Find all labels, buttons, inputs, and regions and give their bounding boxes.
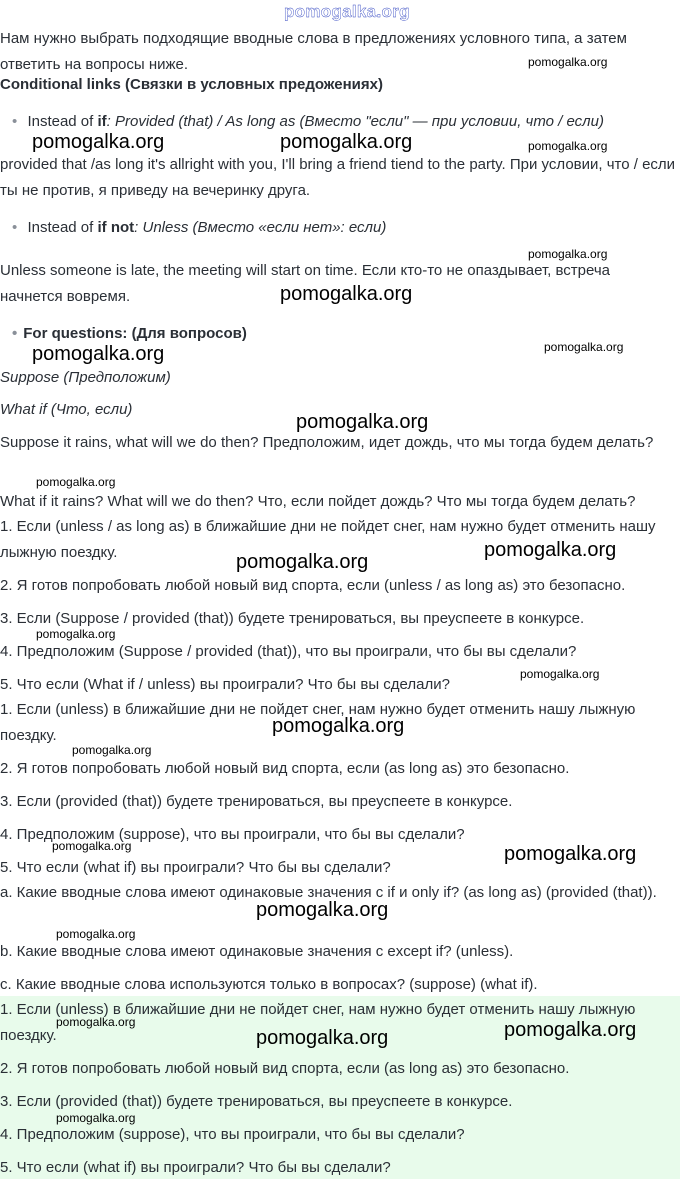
task-line: 3. Если (Suppose / provided (that)) будете тренироваться, вы преуспеете в конкурсе. <box>0 610 585 627</box>
watermark: pomogalka.org <box>32 131 165 153</box>
watermark: pomogalka.org <box>280 131 413 153</box>
watermark: pomogalka.org <box>52 839 132 853</box>
example-what-if: What if it rains? What will we do then? Что, если пойдет дождь? Что мы тогда будем делать? <box>0 493 636 510</box>
watermark: pomogalka.org <box>272 715 405 737</box>
watermark: pomogalka.org <box>236 551 369 573</box>
watermark: pomogalka.org <box>528 139 608 153</box>
site-logo: pomogalka.org <box>284 2 410 21</box>
watermark: pomogalka.org <box>528 55 608 69</box>
watermark: pomogalka.org <box>72 743 152 757</box>
task-line: 1. Если (unless / as long as) в ближайшие дни не пойдет снег, нам нужно будет отменить нашу лыжную поездку. <box>0 518 656 561</box>
question-line: a. Какие вводные слова имеют одинаковые значения с if и only if? (as long as) (provided (that)). <box>0 884 657 901</box>
rule-prefix: Instead of <box>27 219 98 236</box>
rule-prefix: Instead of <box>27 113 98 130</box>
example-suppose: Suppose it rains, what will we do then? Предположим, идет дождь, что мы тогда будем делать? <box>0 434 654 451</box>
watermark: pomogalka.org <box>484 539 617 561</box>
rule-what-if: What if (Что, если) <box>0 401 133 418</box>
answer-line: 5. Что если (what if) вы проиграли? Что бы вы сделали? <box>0 859 391 876</box>
answer-line: 3. Если (provided (that)) будете тренироваться, вы преуспеете в конкурсе. <box>0 793 513 810</box>
section-heading: Conditional links (Связки в условных предожениях) <box>0 76 383 93</box>
watermark: pomogalka.org <box>56 1111 136 1125</box>
answer-line: 4. Предположим (suppose), что вы проиграли, что бы вы сделали? <box>0 826 465 843</box>
watermark: pomogalka.org <box>504 843 637 865</box>
watermark: pomogalka.org <box>36 627 116 641</box>
watermark: pomogalka.org <box>32 343 165 365</box>
rule-text: : Provided (that) / As long as (Вместо "если" — при условии, что / если) <box>106 113 604 130</box>
example-unless: Unless someone is late, the meeting will start on time. Если кто-то не опаздывает, встреча начнется вовремя. <box>0 262 610 305</box>
final-answer-line: 3. Если (provided (that)) будете тренироваться, вы преуспеете в конкурсе. <box>0 1093 513 1110</box>
answer-line: 1. Если (unless) в ближайшие дни не пойдет снег, нам нужно будет отменить нашу лыжную поездку. <box>0 701 636 744</box>
intro-text: Нам нужно выбрать подходящие вводные слова в предложениях условного типа, а затем ответить на вопросы ниже. <box>0 30 627 73</box>
watermark: pomogalka.org <box>56 927 136 941</box>
watermark: pomogalka.org <box>56 1015 136 1029</box>
final-answer-line: 2. Я готов попробовать любой новый вид спорта, если (as long as) это безопасно. <box>0 1060 570 1077</box>
watermark: pomogalka.org <box>504 1019 637 1041</box>
watermark: pomogalka.org <box>296 411 429 433</box>
final-answer-line: 4. Предположим (suppose), что вы проиграли, что бы вы сделали? <box>0 1126 465 1143</box>
watermark: pomogalka.org <box>520 667 600 681</box>
watermark: pomogalka.org <box>528 247 608 261</box>
rule-keyword: if not <box>97 219 135 236</box>
task-line: 4. Предположим (Suppose / provided (that)), что вы проиграли, что бы вы сделали? <box>0 643 577 660</box>
watermark: pomogalka.org <box>36 475 116 489</box>
task-line: 5. Что если (What if / unless) вы проиграли? Что бы вы сделали? <box>0 676 450 693</box>
rule-keyword: if <box>97 113 107 130</box>
rule-suppose: Suppose (Предположим) <box>0 369 171 386</box>
answer-line: 2. Я готов попробовать любой новый вид спорта, если (as long as) это безопасно. <box>0 760 570 777</box>
watermark: pomogalka.org <box>544 340 624 354</box>
watermark: pomogalka.org <box>280 283 413 305</box>
final-answer-line: 5. Что если (what if) вы проиграли? Что бы вы сделали? <box>0 1159 391 1176</box>
question-line: b. Какие вводные слова имеют одинаковые значения с except if? (unless). <box>0 943 514 960</box>
final-answer-line: 1. Если (unless) в ближайшие дни не пойдет снег, нам нужно будет отменить нашу лыжную поездку. <box>0 1001 636 1044</box>
rule-text: : Unless (Вместо «если нет»: если) <box>134 219 387 236</box>
watermark: pomogalka.org <box>256 1027 389 1049</box>
watermark: pomogalka.org <box>256 899 389 921</box>
rule-if-not <box>12 215 680 241</box>
example-provided: provided that /as long it's allright with you, I'll bring a friend tiend to the party. При условии, что / если ты не против, я приведу на вечеринку друга. <box>0 156 676 199</box>
task-line: 2. Я готов попробовать любой новый вид спорта, если (unless / as long as) это безопасно. <box>0 577 626 594</box>
question-line: c. Какие вводные слова используются только в вопросах? (suppose) (what if). <box>0 976 538 993</box>
rule-questions: • For questions: (Для вопросов) <box>12 321 680 347</box>
